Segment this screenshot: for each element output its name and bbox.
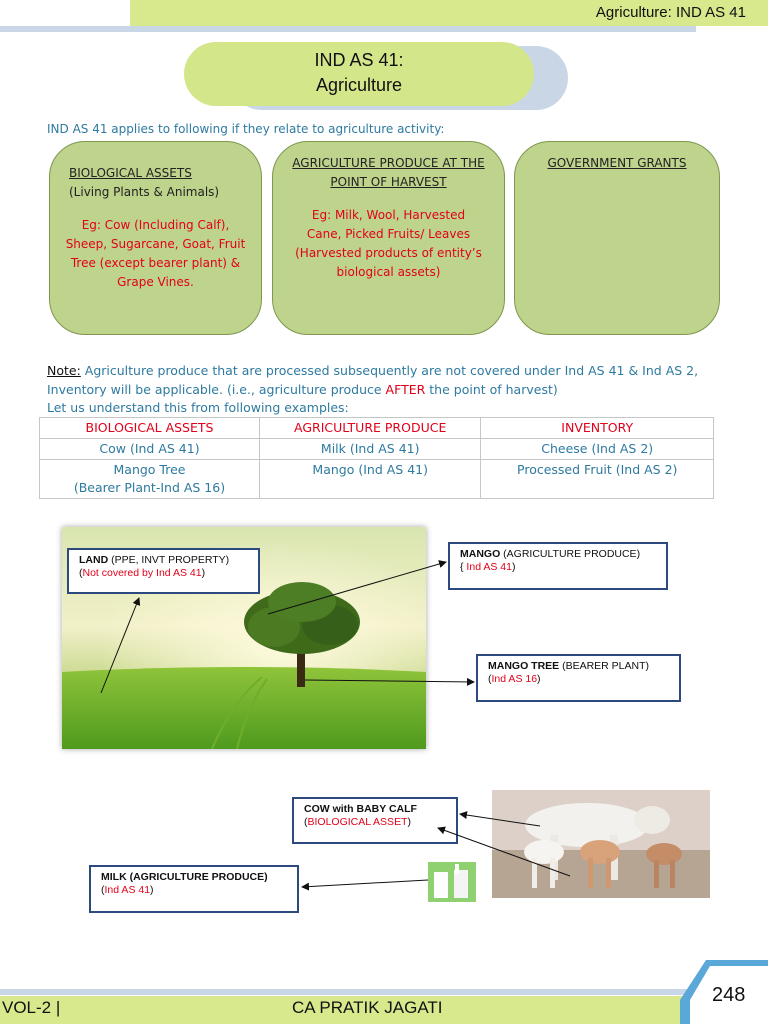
note-text-before: Agriculture produce that are processed subsequently are not covered under Ind AS 41 & Ind AS 2, Inventory will be applicable. (i.e., agriculture produce xyxy=(47,363,699,397)
box-heading: AGRICULTURE PRODUCE AT THE POINT OF HARVEST xyxy=(292,156,485,189)
box-example: Eg: Milk, Wool, Harvested Cane, Picked Fruits/ Leaves (Harvested products of entity’s biological assets) xyxy=(295,208,482,279)
label-red: Not covered by Ind AS 41 xyxy=(82,567,202,579)
arrow-milk xyxy=(302,880,428,887)
label-line: (Ind AS 16) xyxy=(488,673,541,685)
label-bold: LAND xyxy=(79,554,109,566)
label-line: (Ind AS 41) xyxy=(101,884,154,896)
table-cell: Mango (Ind AS 41) xyxy=(259,460,480,499)
label-line: (BIOLOGICAL ASSET) xyxy=(304,816,411,828)
label-line: (Not covered by Ind AS 41) xyxy=(79,567,206,579)
label-rest: (PPE, INVT PROPERTY) xyxy=(108,554,230,566)
footer-rule xyxy=(0,989,700,995)
label-red: BIOLOGICAL ASSET xyxy=(307,816,408,828)
label-red: Ind AS 16 xyxy=(491,673,538,685)
label-line: { Ind AS 41) xyxy=(460,561,516,573)
page-number: 248 xyxy=(712,984,746,1006)
arrow-calf xyxy=(438,828,570,876)
table-cell-line: (Bearer Plant-Ind AS 16) xyxy=(73,480,226,495)
footer-volume: VOL-2 | xyxy=(2,998,61,1017)
table-header: AGRICULTURE PRODUCE xyxy=(259,418,480,439)
table-cell: Milk (Ind AS 41) xyxy=(259,439,480,460)
label-red: Ind AS 41 xyxy=(104,884,151,896)
label-red: Ind AS 41 xyxy=(463,561,512,573)
box-heading: GOVERNMENT GRANTS xyxy=(547,156,687,170)
table-cell: Processed Fruit (Ind AS 2) xyxy=(481,460,714,499)
arrow-land xyxy=(101,598,139,693)
title-line-1: IND AS 41: xyxy=(314,50,404,70)
let-us-text: Let us understand this from following examples: xyxy=(47,400,349,415)
footer-author: CA PRATIK JAGATI xyxy=(292,998,443,1017)
arrow-mango xyxy=(268,562,446,614)
label-bold: MILK (AGRICULTURE PRODUCE) xyxy=(101,871,268,883)
note-highlight: AFTER xyxy=(385,382,426,397)
arrow-cow xyxy=(460,814,540,826)
table-header: INVENTORY xyxy=(481,418,714,439)
title-line-2: Agriculture xyxy=(315,75,403,95)
label-bold: COW with BABY CALF xyxy=(304,803,417,815)
intro-text: IND AS 41 applies to following if they relate to agriculture activity: xyxy=(47,122,445,136)
label-rest: (AGRICULTURE PRODUCE) xyxy=(500,548,641,560)
note-text-after: the point of harvest) xyxy=(425,382,558,397)
table-cell: Cheese (Ind AS 2) xyxy=(481,439,714,460)
table-cell: Cow (Ind AS 41) xyxy=(40,439,260,460)
box-example: Eg: Cow (Including Calf), Sheep, Sugarcane, Goat, Fruit Tree (except bearer plant) & Grape Vines. xyxy=(65,218,246,289)
header-title: Agriculture: IND AS 41 xyxy=(595,4,746,21)
arrow-mango-tree xyxy=(305,680,474,682)
table-cell-line: Mango Tree xyxy=(113,462,186,477)
table-header: BIOLOGICAL ASSETS xyxy=(40,418,260,439)
box-subheading: (Living Plants & Animals) xyxy=(69,185,220,199)
label-bold: MANGO xyxy=(460,548,501,560)
label-rest: (BEARER PLANT) xyxy=(559,660,650,672)
note-label: Note: xyxy=(47,363,81,378)
box-heading: BIOLOGICAL ASSETS xyxy=(69,166,192,180)
label-bold: MANGO TREE xyxy=(488,660,560,672)
